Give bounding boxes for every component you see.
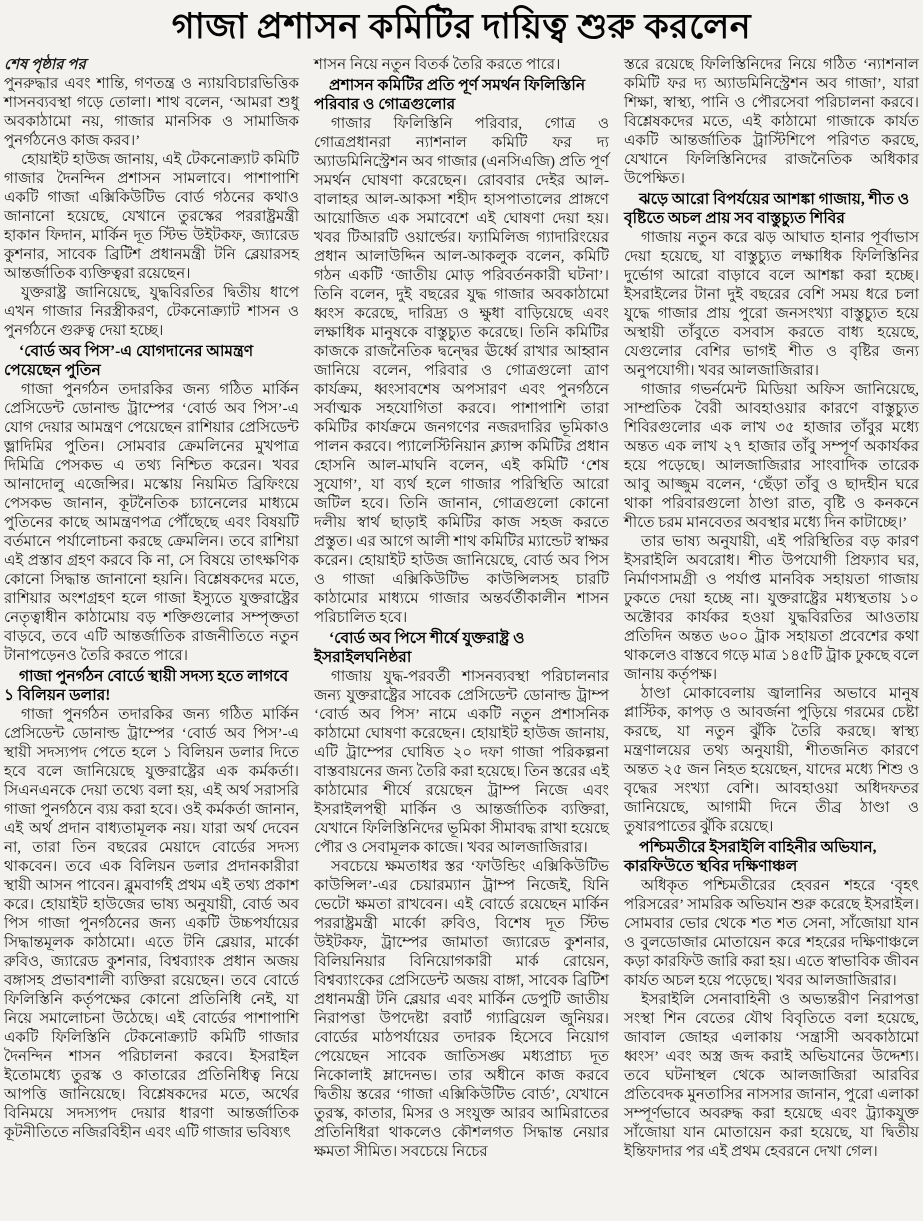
article-paragraph: তার ভাষ্য অনুযায়ী, এই পরিস্থিতির বড় কারণ ইসরাইলি অবরোধ। শীত উপযোগী প্রিফ্যাব ঘর, নির্মাণসামগ্রী ও পর্যাপ্ত মানবিক সহায়তা গাজায় ঢুকতে দেয়া হচ্ছে না। যুক্তরাষ্ট্রের মধ্যস্থতায় ১০ অক্টোবর কার্যকর হওয়া যুদ্ধবিরতির আওতায় প্রতিদিন অন্তত ৬০০ ট্রাক সহায়তা প্রবেশের কথা থাকলেও বাস্তবে গড়ে মাত্র ১৪৫টি ট্রাক ঢুকছে বলে জানায় কর্তৃপক্ষ। [624,534,919,683]
article-paragraph: যুক্তরাষ্ট্র জানিয়েছে, যুদ্ধবিরতির দ্বিতীয় ধাপে এখন গাজার নিরস্ত্রীকরণ, টেকনোক্র্যাট শাসন ও পুনর্গঠনে গুরুত্ব দেয়া হচ্ছে। [4,285,299,339]
section-subhead: ঝড়ে আরো বিপর্যয়ের আশঙ্কা গাজায়, শীত ও বৃষ্টিতে অচল প্রায় সব বাস্তুচ্যুত শিবির [624,191,910,227]
article-paragraph: গাজার ফিলিস্তিনি পরিবার, গোত্র ও গোত্রপ্রধানরা ন্যাশনাল কমিটি ফর দ্য অ্যাডমিনিস্ট্রেশন অব গাজার (এনসিএজি) প্রতি পূর্ণ সমর্থন ঘোষণা করেছেন। রোববার দেইর আল-বালাহর আল-আকসা শহীদ হাসপাতালের প্রাঙ্গণে আয়োজিত এক সমাবেশে এই ঘোষণা দেয়া হয়। খবর টিআরটি ওয়ার্ল্ডের। ফ্যামিলিজ গ্যাদারিংয়ের প্রধান আলাউদ্দিন আল-আকলুক বলেন, কমিটি গঠন একটি ‘জাতীয় মোড় পরিবর্তনকারী ঘটনা’। তিনি বলেন, দুই বছরের যুদ্ধ গাজার অবকাঠামো ধ্বংস করেছে, দারিদ্র্য ও ক্ষুধা বাড়িয়েছে এবং লক্ষাধিক মানুষকে বাস্তুচ্যুত করেছে। তিনি কমিটির কাজকে রাজনৈতিক দ্বন্দ্বের ঊর্ধ্বে রাখার আহ্বান জানিয়ে বলেন, পরিবার ও গোত্রগুলো ত্রাণ কার্যক্রম, ধ্বংসাবশেষ অপসারণ এবং পুনর্গঠনে সর্বাত্মক সহযোগিতা করবে। পাশাপাশি তারা কমিটির কার্যক্রমে জনগণের নজরদারির ভূমিকাও পালন করবে। প্যালেস্টিনিয়ান ক্ল্যান্স কমিটির প্রধান হোসনি আল-মাঘনি বলেন, এই কমিটি ‘শেষ সুযোগ’, যা ব্যর্থ হলে গাজার পরিস্থিতি আরো জটিল হবে। তিনি জানান, গোত্রগুলো কোনো দলীয় স্বার্থ ছাড়াই কমিটির কাজ সহজ করতে প্রস্তুত। এর আগে আলী শাথ কমিটির ম্যান্ডেট স্বাক্ষর করেন। হোয়াইট হাউজ জানিয়েছে, বোর্ড অব পিস ও গাজা এক্সিকিউটিভ কাউন্সিলসহ চারটি কাঠামোর মাধ্যমে গাজার অন্তর্বর্তীকালীন শাসন পরিচালিত হবে। [314,116,609,626]
continuation-note: শেষ পৃষ্ঠার পর [4,57,86,73]
article-paragraph: গাজা পুনর্গঠন তদারকির জন্য গঠিত মার্কিন প্রেসিডেন্ট ডোনাল্ড ট্রাম্পের ‘বোর্ড অব পিস’-এ স্থায়ী সদস্যপদ পেতে হলে ১ বিলিয়ন ডলার দিতে হবে বলে জানিয়েছে যুক্তরাষ্ট্রের এক কর্মকর্তা। সিএনএনকে দেয়া তথ্যে বলা হয়, এই অর্থ সরাসরি গাজা পুনর্গঠনে ব্যয় করা হবে। ওই কর্মকর্তা জানান, এই অর্থ প্রদান বাধ্যতামূলক নয়। যারা অর্থ দেবেন না, তারা তিন বছরের মেয়াদে বোর্ডের সদস্য থাকবেন। তবে এক বিলিয়ন ডলার প্রদানকারীরা স্থায়ী আসন পাবেন। ব্লুমবার্গই প্রথম এই তথ্য প্রকাশ করে। হোয়াইট হাউজের ভাষ্য অনুযায়ী, বোর্ড অব পিস গাজা পুনর্গঠনের জন্য একটি উচ্চপর্যায়ের সিদ্ধান্তমূলক কাঠামো। এতে টনি ব্লেয়ার, মার্কো রুবিও, জ্যারেড কুশনার, বিশ্বব্যাংক প্রধান অজয় বঙ্গাসহ প্রভাবশালী ব্যক্তিরা রয়েছেন। তবে বোর্ডে ফিলিস্তিনি কর্তৃপক্ষের কোনো প্রতিনিধি নেই, যা নিয়ে সমালোচনা উঠেছে। এই বোর্ডের পাশাপাশি একটি ফিলিস্তিনি টেকনোক্র্যাট কমিটি গাজার দৈনন্দিন শাসন পরিচালনা করবে। ইসরাইল ইতোমধ্যে তুরস্ক ও কাতারের প্রতিনিধিত্ব নিয়ে আপত্তি জানিয়েছে। বিশ্লেষকদের মতে, অর্থের বিনিময়ে সদস্যপদ দেয়ার ধারণা আন্তর্জাতিক কূটনীতিতে নজিরবিহীন এবং এটি গাজার ভবিষ্যৎ [4,707,299,1141]
section-subhead: ‘বোর্ড অব পিস’-এ যোগদানের আমন্ত্রণ পেয়েছেন পুতিন [4,343,254,379]
article-paragraph: অধিকৃত পশ্চিমতীরের হেবরন শহরে ‘বৃহৎ পরিসরের’ সামরিক অভিযান শুরু করেছে ইসরাইল। সোমবার ভোর থেকে শত শত সেনা, সাঁজোয়া যান ও বুলডোজার মোতায়েন করে শহরের দক্ষিণাঞ্চলে কড়া কারফিউ জারি করা হয়। এতে স্বাভাবিক জীবন কার্যত অচল হয়ে পড়েছে। খবর আলজাজিরার। [624,878,919,989]
article-paragraph: গাজার গভর্নমেন্ট মিডিয়া অফিস জানিয়েছে, সাম্প্রতিক বৈরী আবহাওয়ার কারণে বাস্তুচ্যুত শিবিরগুলোর এক লাখ ৩৫ হাজার তাঁবুর মধ্যে অন্তত এক লাখ ২৭ হাজার তাঁবু সম্পূর্ণ অকার্যকর হয়ে পড়েছে। আলজাজিরার সাংবাদিক তারেক আবু আজ্জুম বলেন, ‘ছেঁড়া তাঁবু ও ছাদহীন ঘরে থাকা পরিবারগুলো ঠাণ্ডা রাত, বৃষ্টি ও কনকনে শীতে চরম মানবেতর অবস্থার মধ্যে দিন কাটাচ্ছে।’ [624,382,919,531]
article-paragraph: হোয়াইট হাউজ জানায়, এই টেকনোক্র্যাট কমিটি গাজার দৈনন্দিন প্রশাসন সামলাবে। পাশাপাশি একটি গাজা এক্সিকিউটিভ বোর্ড গঠনের কথাও জানানো হয়েছে, যেখানে তুরস্কের পররাষ্ট্রমন্ত্রী হাকান ফিদান, মার্কিন দূত স্টিভ উইটকফ, জ্যারেড কুশনার, সাবেক ব্রিটিশ প্রধানমন্ত্রী টনি ব্লেয়ারসহ আন্তর্জাতিক ব্যক্তিত্বরা রয়েছেন। [4,152,299,282]
article-headline: গাজা প্রশাসন কমিটির দায়িত্ব শুরু করলেন [171,7,752,46]
article-paragraph: সবচেয়ে ক্ষমতাধর স্তর ‘ফাউন্ডিং এক্সিকিউটিভ কাউন্সিল’-এর চেয়ারম্যান ট্রাম্প নিজেই, যিনি ভেটো ক্ষমতা রাখবেন। এই বোর্ডে রয়েছেন মার্কিন পররাষ্ট্রমন্ত্রী মার্কো রুবিও, বিশেষ দূত স্টিভ উইটকফ, ট্রাম্পের জামাতা জ্যারেড কুশনার, বিলিয়নিয়ার বিনিয়োগকারী মার্ক রোয়েন, বিশ্বব্যাংকের প্রেসিডেন্ট অজয় বাঙ্গা, সাবেক ব্রিটিশ প্রধানমন্ত্রী টনি ব্লেয়ার এবং মার্কিন ডেপুটি জাতীয় নিরাপত্তা উপদেষ্টা রবার্ট গ্যাব্রিয়েল জুনিয়র। বোর্ডের মাঠপর্যায়ের তদারক হিসেবে নিয়োগ পেয়েছেন সাবেক জাতিসঙ্ঘ মধ্যপ্রাচ্য দূত নিকোলাই ম্লাদেনভ। তার অধীনে কাজ করবে দ্বিতীয় স্তরের ‘গাজা এক্সিকিউটিভ বোর্ড’, যেখানে তুরস্ক, কাতার, মিসর ও সংযুক্ত আরব আমিরাতের প্রতিনিধিরা থাকলেও কৌশলগত সিদ্ধান্ত নেয়ার ক্ষমতা সীমিত। সবচেয়ে নিচের [314,859,609,1160]
article-paragraph: স্তরে রয়েছে ফিলিস্তিনিদের নিয়ে গঠিত ‘ন্যাশনাল কমিটি ফর দ্য অ্যাডমিনিস্ট্রেশন অব গাজা’, যারা শিক্ষা, স্বাস্থ্য, পানি ও পৌরসেবা পরিচালনা করবে। বিশ্লেষকদের মতে, এই কাঠামো গাজাকে কার্যত একটি আন্তর্জাতিক ট্রাস্টিশিপে পরিণত করছে, যেখানে ফিলিস্তিনিদের রাজনৈতিক অধিকার উপেক্ষিত। [624,57,919,187]
article-paragraph: পুনরুদ্ধার এবং শান্তি, গণতন্ত্র ও ন্যায়বিচারভিত্তিক শাসনব্যবস্থা গড়ে তোলা। শাথ বলেন, ‘আমরা শুধু অবকাঠামো নয়, গাজার মানসিক ও সামাজিক পুনর্গঠনেও কাজ করব।’ [4,76,299,149]
article-body [4,56,919,1162]
article-paragraph: ইসরাইলি সেনাবাহিনী ও অভ্যন্তরীণ নিরাপত্তা সংস্থা শিন বেতের যৌথ বিবৃতিতে বলা হয়েছে, জাবাল জোহর এলাকায় ‘সন্ত্রাসী অবকাঠামো ধ্বংস’ এবং অস্ত্র জব্দ করাই অভিযানের উদ্দেশ্য। তবে ঘটনাস্থল থেকে আলজাজিরা আরবির প্রতিবেদক মুনতাসির নাসসার জানান, পুরো এলাকা সম্পূর্ণভাবে অবরুদ্ধ করা হয়েছে এবং ট্র্যাকযুক্ত সাঁজোয়া যান মোতায়েন করা হয়েছে, যা দ্বিতীয় ইন্তিফাদার পর এই প্রথম হেবরনে দেখা গেল। [624,992,919,1160]
section-subhead: গাজা পুনর্গঠন বোর্ডে স্থায়ী সদস্য হতে লাগবে ১ বিলিয়ন ডলার! [4,668,289,704]
section-subhead: ‘বোর্ড অব পিসে শীর্ষে যুক্তরাষ্ট্র ও ইসরাইলঘনিষ্ঠরা [314,630,525,666]
article-paragraph: গাজায় নতুন করে ঝড় আঘাত হানার পূর্বাভাস দেয়া হয়েছে, যা বাস্তুচ্যুত লক্ষাধিক ফিলিস্তিনির দুর্ভোগ আরো বাড়াবে বলে আশঙ্কা করা হচ্ছে। ইসরাইলের টানা দুই বছরের বেশি সময় ধরে চলা যুদ্ধে গাজার প্রায় পুরো জনসংখ্যা বাস্তুচ্যুত হয়ে অস্থায়ী তাঁবুতে বসবাস করতে বাধ্য হয়েছে, যেগুলোর বেশির ভাগই শীত ও বৃষ্টির জন্য অনুপযোগী। খবর আলজাজিরার। [624,230,919,379]
news-column-3 [624,56,919,1162]
news-column-2 [314,56,609,1162]
article-paragraph: শাসন নিয়ে নতুন বিতর্ক তৈরি করতে পারে। [314,57,561,73]
news-column-1 [4,56,299,1143]
section-subhead: প্রশাসন কমিটির প্রতি পূর্ণ সমর্থন ফিলিস্তিনি পরিবার ও গোত্রগুলোর [314,77,586,113]
article-paragraph: ঠাণ্ডা মোকাবেলায় জ্বালানির অভাবে মানুষ প্লাস্টিক, কাপড় ও আবর্জনা পুড়িয়ে গরমের চেষ্টা করছে, যা নতুন ঝুঁকি তৈরি করছে। স্বাস্থ্য মন্ত্রণালয়ের তথ্য অনুযায়ী, শীতজনিত কারণে অন্তত ২৫ জন নিহত হয়েছেন, যাদের মধ্যে শিশু ও বৃদ্ধের সংখ্যা বেশি। আবহাওয়া অধিদফতর জানিয়েছে, আগামী দিনে তীব্র ঠাণ্ডা ও তুষারপাতের ঝুঁকি রয়েছে। [624,686,919,835]
article-paragraph: গাজায় যুদ্ধ-পরবর্তী শাসনব্যবস্থা পরিচালনার জন্য যুক্তরাষ্ট্রের সাবেক প্রেসিডেন্ট ডোনাল্ড ট্রাম্প ‘বোর্ড অব পিস’ নামে একটি নতুন প্রশাসনিক কাঠামো ঘোষণা করেছেন। হোয়াইট হাউজ জানায়, এটি ট্রাম্পের ঘোষিত ২০ দফা গাজা পরিকল্পনা বাস্তবায়নের জন্য তৈরি করা হয়েছে। তিন স্তরের এই কাঠামোর শীর্ষে রয়েছেন ট্রাম্প নিজে এবং ইসরাইলপন্থী মার্কিন ও আন্তর্জাতিক ব্যক্তিরা, যেখানে ফিলিস্তিনিদের ভূমিকা সীমাবদ্ধ রাখা হয়েছে পৌর ও সেবামূলক কাজে। খবর আলজাজিরার। [314,669,609,856]
article-paragraph: গাজা পুনর্গঠন তদারকির জন্য গঠিত মার্কিন প্রেসিডেন্ট ডোনাল্ড ট্রাম্পের ‘বোর্ড অব পিস’-এ যোগ দেয়ার আমন্ত্রণ পেয়েছেন রাশিয়ার প্রেসিডেন্ট ভ্লাদিমির পুতিন। সোমবার ক্রেমলিনের মুখপাত্র দিমিত্রি পেসকভ এ তথ্য নিশ্চিত করেন। খবর আনাদোলু এজেন্সির। মস্কোয় নিয়মিত ব্রিফিংয়ে পেসকভ জানান, কূটনৈতিক চ্যানেলের মাধ্যমে পুতিনের কাছে আমন্ত্রণপত্র পৌঁছেছে এবং বিষয়টি বর্তমানে পর্যালোচনা করছে ক্রেমলিন। তবে রাশিয়া এই প্রস্তাব গ্রহণ করবে কি না, সে বিষয়ে তাৎক্ষণিক কোনো সিদ্ধান্ত জানানো হয়নি। বিশ্লেষকদের মতে, রাশিয়ার অংশগ্রহণ হলে গাজা ইস্যুতে যুক্তরাষ্ট্রের নেতৃত্বাধীন কাঠামোয় বড় শক্তিগুলোর সম্পৃক্ততা বাড়বে, তবে এটি আন্তর্জাতিক রাজনীতিতে নতুন টানাপড়েনও তৈরি করতে পারে। [4,382,299,664]
section-subhead: পশ্চিমতীরে ইসরাইলি বাহিনীর অভিযান, কারফিউতে স্থবির দক্ষিণাঞ্চল [624,839,877,875]
